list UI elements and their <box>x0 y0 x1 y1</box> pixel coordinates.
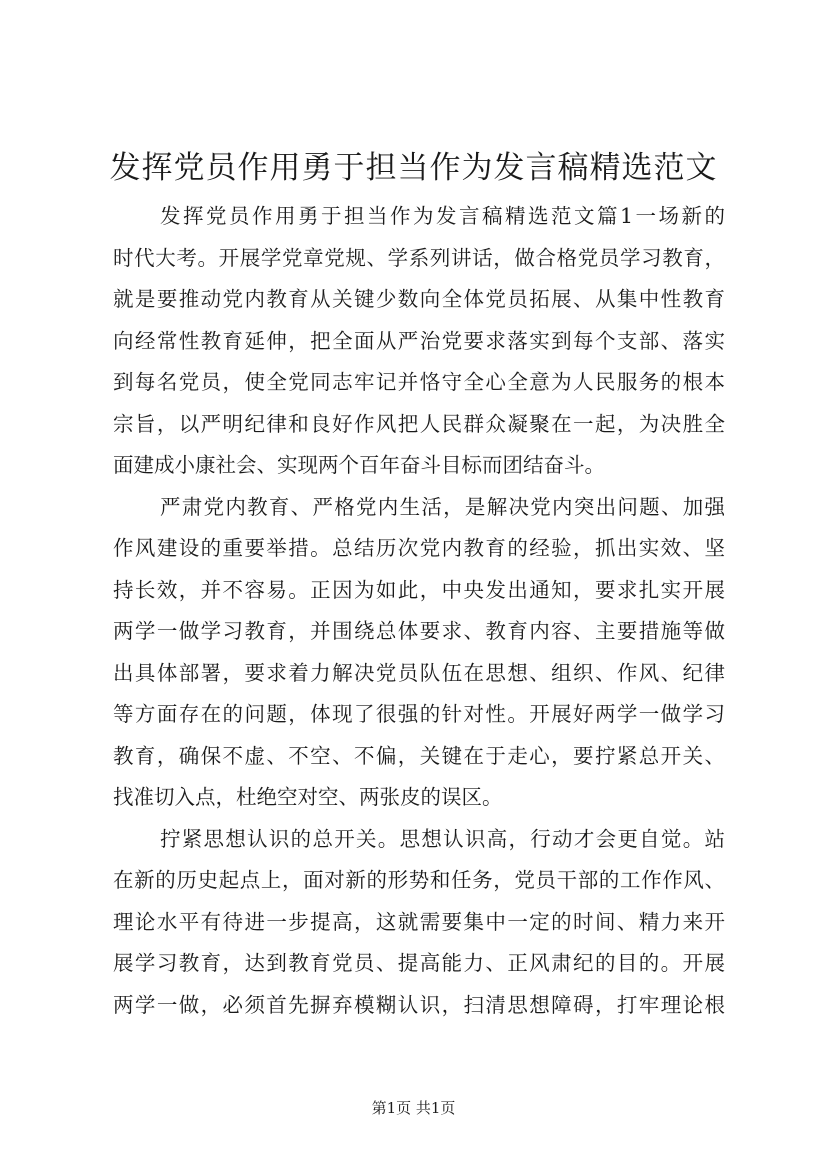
text-line: 在新的历史起点上，面对新的形势和任务，党员干部的工作作风、 <box>113 868 725 892</box>
document-title: 发挥党员作用勇于担当作为发言稿精选范文 <box>109 150 718 186</box>
text-line: 理论水平有待进一步提高，这就需要集中一定的时间、精力来开 <box>113 909 725 934</box>
text-line: 到每名党员，使全党同志牢记并恪守全心全意为人民服务的根本 <box>113 370 725 394</box>
page-footer: 第1页 共1页 <box>371 1099 456 1117</box>
text-line: 严肃党内教育、严格党内生活，是解决党内突出问题、加强 <box>160 494 725 519</box>
text-line: 持长效，并不容易。正因为如此，中央发出通知，要求扎实开展 <box>113 577 725 602</box>
text-line: 面建成小康社会、实现两个百年奋斗目标而团结奋斗。 <box>113 453 605 477</box>
text-line: 时代大考。开展学党章党规、学系列讲话，做合格党员学习教育， <box>113 245 725 270</box>
text-line: 等方面存在的问题，体现了很强的针对性。开展好两学一做学习 <box>113 702 725 726</box>
text-line: 拧紧思想认识的总开关。思想认识高，行动才会更自觉。站 <box>160 826 725 851</box>
paragraph-3 <box>113 819 725 1027</box>
paragraph-1 <box>113 196 725 487</box>
text-line: 教育，确保不虚、不空、不偏，关键在于走心，要拧紧总开关、 <box>113 743 725 768</box>
text-line: 发挥党员作用勇于担当作为发言稿精选范文篇1一场新的 <box>160 204 725 228</box>
text-line: 两学一做，必须首先摒弃模糊认识，扫清思想障碍，打牢理论根 <box>113 992 725 1017</box>
document-body <box>113 196 725 1026</box>
text-line: 就是要推动党内教育从关键少数向全体党员拓展、从集中性教育 <box>113 287 725 311</box>
paragraph-2 <box>113 487 725 819</box>
text-line: 作风建设的重要举措。总结历次党内教育的经验，抓出实效、坚 <box>113 536 725 560</box>
text-line: 两学一做学习教育，并围绕总体要求、教育内容、主要措施等做 <box>113 619 725 643</box>
text-line: 出具体部署，要求着力解决党员队伍在思想、组织、作风、纪律 <box>113 660 725 685</box>
text-line: 向经常性教育延伸，把全面从严治党要求落实到每个支部、落实 <box>113 328 725 353</box>
text-line: 宗旨，以严明纪律和良好作风把人民群众凝聚在一起，为决胜全 <box>113 411 725 436</box>
text-line: 找准切入点，杜绝空对空、两张皮的误区。 <box>113 785 503 809</box>
text-line: 展学习教育，达到教育党员、提高能力、正风肃纪的目的。开展 <box>113 951 725 975</box>
